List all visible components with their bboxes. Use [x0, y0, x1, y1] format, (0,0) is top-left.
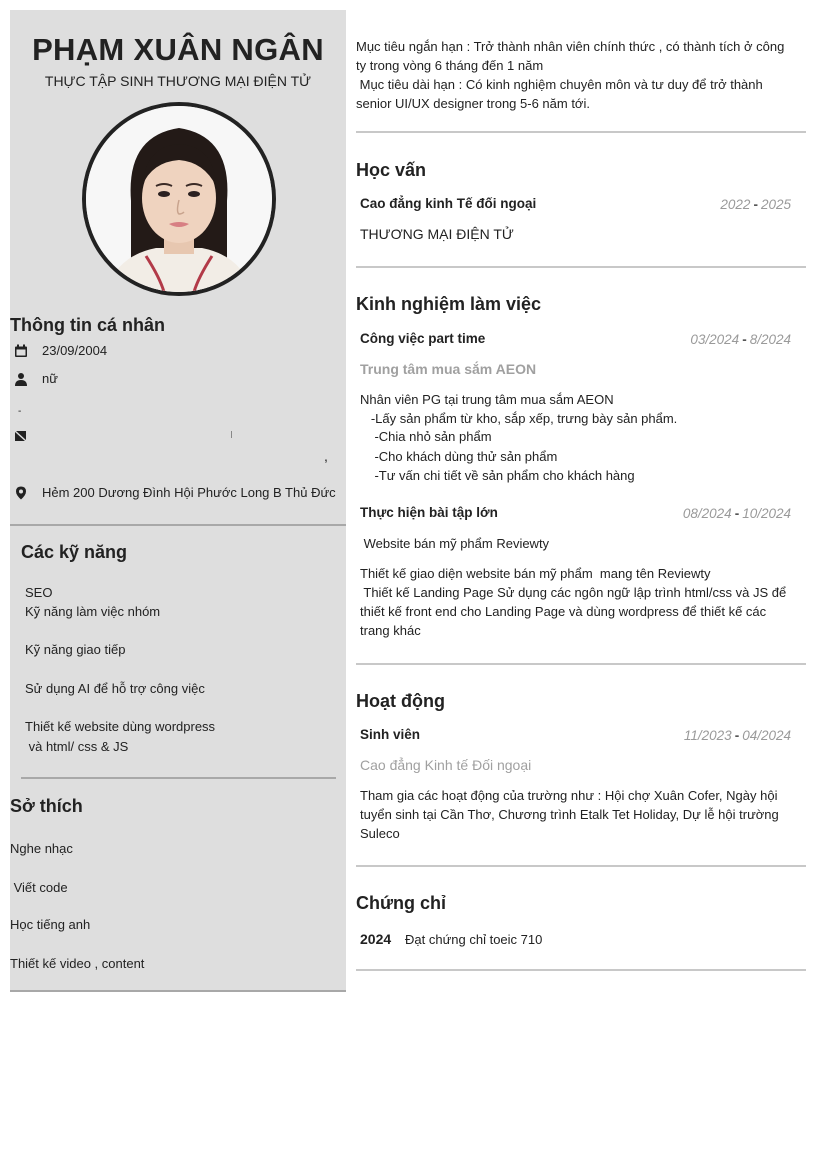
- mail-icon: [14, 429, 28, 443]
- divider: [356, 266, 806, 268]
- person-icon: [14, 372, 28, 386]
- activity-line: tuyển sinh tại Cần Thơ, Chương trình Etalk Tet Holiday, Dự lễ hội trường: [360, 807, 779, 822]
- objective-line: ty trong vòng 6 tháng đến 1 năm: [356, 58, 544, 73]
- skill-item: Thiết kế website dùng wordpress: [25, 719, 216, 734]
- skill-item: và html/ css & JS: [25, 739, 129, 754]
- address-row: [14, 485, 336, 500]
- job-line: -Cho khách dùng thử sản phẩm: [360, 449, 558, 464]
- address-value: Hẻm 200 Dương Đình Hội Phước Long B Thủ Đức: [42, 485, 336, 500]
- job-title: Công việc part time: [360, 331, 486, 346]
- portrait-image: [86, 106, 272, 292]
- date-end: 2025: [760, 197, 791, 212]
- divider: [356, 865, 806, 867]
- location-pin-icon: [14, 486, 28, 500]
- divider: [356, 131, 806, 133]
- job-line: Nhân viên PG tại trung tâm mua sắm AEON: [360, 392, 614, 407]
- date-start: 08/2024: [682, 506, 732, 521]
- activity-dates: 11/2023 - 04/2024: [683, 728, 791, 743]
- date-end: 10/2024: [742, 506, 791, 521]
- email-cursor-mark: [231, 431, 232, 438]
- date-end: 04/2024: [742, 728, 791, 743]
- personal-info-title: Thông tin cá nhân: [10, 315, 165, 335]
- job-line: thiết kế front end cho Landing Page và dùng wordpress để thiết kế các: [360, 604, 767, 619]
- job-line: Thiết kế giao diện website bán mỹ phẩm mang tên Reviewty: [360, 566, 711, 581]
- sidebar: [10, 10, 346, 992]
- job-dates: 08/2024 - 10/2024: [682, 506, 791, 521]
- candidate-name: PHẠM XUÂN NGÂN: [32, 32, 324, 67]
- activity-role: Sinh viên: [360, 727, 421, 742]
- job-company: Website bán mỹ phẩm Reviewty: [360, 536, 550, 551]
- job-company: Trung tâm mua sắm AEON: [360, 361, 537, 377]
- job-line: -Lấy sản phẩm từ kho, sắp xếp, trưng bày sản phẩm.: [360, 411, 678, 426]
- skill-item: Sử dụng AI để hỗ trợ công việc: [25, 681, 205, 696]
- calendar-icon: [14, 344, 28, 358]
- education-title: Học vấn: [356, 160, 427, 180]
- gender-row: [14, 371, 58, 386]
- address-separator: ,: [324, 448, 328, 464]
- phone-value: -: [18, 406, 22, 417]
- job-dates: 03/2024 - 8/2024: [690, 332, 791, 347]
- email-row: [14, 429, 42, 443]
- candidate-role: THỰC TẬP SINH THƯƠNG MẠI ĐIỆN TỬ: [44, 73, 312, 89]
- activities-title: Hoạt động: [356, 691, 445, 711]
- phone-row: [18, 406, 21, 417]
- divider: [356, 663, 806, 665]
- skill-item: Kỹ năng giao tiếp: [25, 642, 126, 657]
- divider: [356, 969, 806, 971]
- hobby-item: Học tiếng anh: [10, 917, 91, 932]
- gender-value: nữ: [42, 371, 58, 386]
- activity-org: Cao đẳng Kinh tế Đối ngoại: [360, 757, 532, 773]
- skill-item: SEO: [25, 585, 53, 600]
- divider: [10, 990, 346, 992]
- activity-line: Tham gia các hoạt động của trường như : Hội chợ Xuân Cofer, Ngày hội: [360, 788, 778, 803]
- profile-photo: [82, 102, 276, 296]
- date-start: 03/2024: [690, 332, 740, 347]
- education-dates: 2022 - 2025: [720, 197, 791, 212]
- hobby-item: Nghe nhạc: [10, 841, 73, 856]
- divider: [10, 524, 346, 526]
- hobby-item: Thiết kế video , content: [10, 956, 145, 971]
- job-line: trang khác: [360, 623, 421, 638]
- date-end: 8/2024: [749, 332, 791, 347]
- job-title: Thực hiện bài tập lớn: [360, 505, 498, 520]
- job-line: -Chia nhỏ sản phẩm: [360, 429, 492, 444]
- date-start: 11/2023: [683, 728, 732, 743]
- certificate-year: 2024: [360, 931, 392, 947]
- job-line: Thiết kế Landing Page Sử dụng các ngôn ngữ lập trình html/css và JS để: [360, 585, 787, 600]
- objective-line: Mục tiêu dài hạn : Có kinh nghiệm chuyên môn và tư duy để trở thành: [356, 77, 763, 92]
- birthday-value: 23/09/2004: [42, 343, 108, 358]
- skills-title: Các kỹ năng: [21, 542, 128, 562]
- hobbies-title: Sở thích: [10, 796, 83, 816]
- job-line: -Tư vấn chi tiết về sản phẩm cho khách hàng: [360, 468, 635, 483]
- divider: [21, 777, 336, 779]
- experience-title: Kinh nghiệm làm việc: [356, 294, 542, 314]
- education-school: Cao đẳng kinh Tế đối ngoại: [360, 196, 537, 211]
- objective-line: senior UI/UX designer trong 5-6 năm tới.: [356, 96, 590, 111]
- activity-line: Suleco: [360, 826, 400, 841]
- hobby-item: Viết code: [10, 880, 68, 895]
- objective-line: Mục tiêu ngắn hạn : Trở thành nhân viên chính thức , có thành tích ở công: [356, 39, 785, 54]
- certificates-title: Chứng chỉ: [356, 893, 447, 913]
- certificate-name: Đạt chứng chỉ toeic 710: [405, 932, 543, 947]
- date-start: 2022: [720, 197, 751, 212]
- education-major: THƯƠNG MẠI ĐIỆN TỬ: [360, 226, 514, 242]
- birthday-row: [14, 343, 107, 358]
- skill-item: Kỹ năng làm việc nhóm: [25, 604, 161, 619]
